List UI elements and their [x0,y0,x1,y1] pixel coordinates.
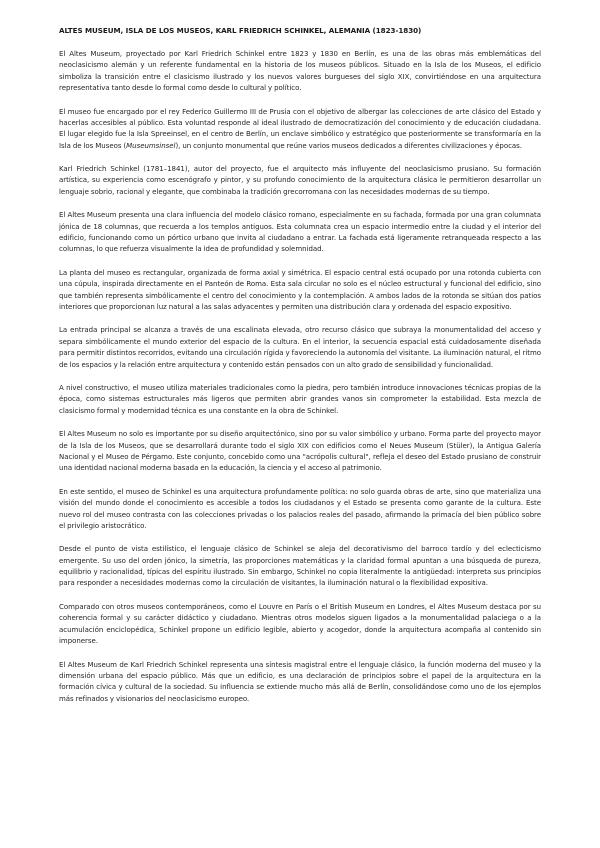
paragraph-text: El Altes Museum de Karl Friedrich Schinkel representa una síntesis magistral entre el lenguaje clásico, la función moderna del museo y la dimensión urbana del espacio público. Más que un edificio, es una declaración de principios sobre el papel de la arquitectura en la formación cívica y cultural de la sociedad. Su influencia se extiende mucho más allá de Berlín, consolidándose como uno de los ejemplos más refinados y visionarios del neoclasicismo europeo. [59,660,541,703]
paragraph-text: Desde el punto de vista estilístico, el lenguaje clásico de Schinkel se aleja del decorativismo del barroco tardío y del eclecticismo emergente. Su uso del orden jónico, la simetría, las proporciones matemáticas y la claridad formal apuntan a una búsqueda de pureza, equilibrio y racionalidad, típicas del espíritu ilustrado. Sin embargo, Schinkel no copia literalmente la antigüedad: interpreta sus principios para responder a necesidades modernas como la circulación de visitantes, la iluminación natural o la flexibilidad expositiva. [59,545,541,588]
paragraph-text: En este sentido, el museo de Schinkel es una arquitectura profundamente política: no solo guarda obras de arte, sino que materializa una visión del mundo donde el conocimiento es accesible a todos los ciudadanos y el Estado se presenta como garante de la cultura. Este nuevo rol del museo contrasta con las colecciones privadas o los palacios reales del pasado, afirmando la primacía del bien público sobre el privilegio aristocrático. [59,487,541,530]
paragraph [59,164,541,198]
paragraph-text: A nivel constructivo, el museo utiliza materiales tradicionales como la piedra, pero también introduce innovaciones técnicas propias de la época, como sistemas estructurales más ligeros que permiten abrir grandes vanos sin comprometer la estabilidad. Esta mezcla de clasicismo formal y modernidad técnica es una constante en la obra de Schinkel. [59,384,541,415]
paragraph [59,268,541,313]
paragraph-text: La planta del museo es rectangular, organizada de forma axial y simétrica. El espacio central está ocupado por una rotonda cubierta con una cúpula, inspirada directamente en el Panteón de Roma. Esta sala circular no solo es el núcleo estructural y funcional del edificio, sino que también representa simbólicamente el centro del conocimiento y la contemplación. A ambos lados de la rotonda se sitúan dos patios interiores que proporcionan luz natural a las salas adyacentes y permiten una distribución clara y ordenada del espacio expositivo. [59,268,541,311]
paragraph-text: El Altes Museum presenta una clara influencia del modelo clásico romano, especialmente en su fachada, formada por una gran columnata jónica de 18 columnas, que recuerda a los templos antiguos. Esta columnata crea un espacio intermedio entre la ciudad y el interior del edificio, funcionando como un pórtico urbano que invita al ciudadano a entrar. La fachada está ligeramente retranqueada respecto a las columnas, lo que refuerza visualmente la idea de profundidad y solemnidad. [59,211,541,254]
paragraph [59,660,541,705]
paragraph [59,602,541,647]
paragraph [59,107,541,152]
italic-text: Museumsinsel [126,141,176,150]
paragraph-list [59,49,541,705]
paragraph [59,429,541,474]
paragraph [59,487,541,532]
document-body [59,25,541,717]
paragraph-text: El museo fue encargado por el rey Federico Guillermo III de Prusia con el objetivo de albergar las colecciones de arte clásico del Estado y hacerlas accesibles al público. Esta voluntad responde al ideal ilustrado de democratización del conocimiento y de educación ciudadana. El lugar elegido fue la Isla Spreeinsel, en el centro de Berlín, un enclave simbólico y estratégico que posteriormente se transformaría en la Isla de los Museos ( [59,107,541,150]
paragraph [59,544,541,589]
paragraph [59,49,541,94]
paragraph [59,325,541,370]
paragraph-text: ), un conjunto monumental que reúne varios museos dedicados a diferentes civilizaciones y épocas. [175,141,522,150]
paragraph-text: La entrada principal se alcanza a través de una escalinata elevada, otro recurso clásico que subraya la monumentalidad del acceso y separa simbólicamente el mundo exterior del espacio de la cultura. En el interior, la secuencia espacial está cuidadosamente diseñada para permitir distintos recorridos, evitando una circulación rígida y favoreciendo la autonomía del visitante. La iluminación natural, el ritmo de los espacios y la relación entre arquitectura y contenido están pensados con un alto grado de sensibilidad y funcionalidad. [59,326,541,369]
paragraph [59,383,541,417]
paragraph-text: Karl Friedrich Schinkel (1781–1841), autor del proyecto, fue el arquitecto más influyente del neoclasicismo prusiano. Su formación artística, su experiencia como escenógrafo y pintor, y su profundo conocimiento de la arquitectura clásica le permitieron desarrollar un lenguaje sobrio, racional y elegante, que combinaba la tradición grecorromana con las necesidades modernas de su tiempo. [59,165,541,196]
paragraph-text: El Altes Museum, proyectado por Karl Friedrich Schinkel entre 1823 y 1830 en Berlín, es una de las obras más emblemáticas del neoclasicismo alemán y un referente fundamental en la historia de los museos públicos. Situado en la Isla de los Museos, el edificio simboliza la transición entre el clasicismo ilustrado y los nuevos valores burgueses del siglo XIX, convirtiéndose en una arquitectura representativa tanto desde lo formal como desde lo cultural y político. [59,50,541,93]
paragraph-text: Comparado con otros museos contemporáneos, como el Louvre en París o el British Museum en Londres, el Altes Museum destaca por su coherencia formal y su carácter didáctico y ciudadano. Mientras otros modelos siguen ligados a la monumentalidad palaciega o a la acumulación enciclopédica, Schinkel propone un edificio legible, abierto y acogedor, donde la arquitectura acompaña al contenido sin imponerse. [59,602,541,645]
paragraph [59,210,541,255]
paragraph-text: El Altes Museum no solo es importante por su diseño arquitectónico, sino por su valor simbólico y urbano. Forma parte del proyecto mayor de la Isla de los Museos, que se desarrollará durante todo el siglo XIX con edificios como el Neues Museum (Stüler), la Antigua Galería Nacional y el Museo de Pérgamo. Este conjunto, concebido como una "acrópolis cultural", refleja el deseo del Estado prusiano de construir una identidad nacional moderna basada en la educación, la ciencia y el acceso al patrimonio. [59,430,541,473]
document-title: ALTES MUSEUM, ISLA DE LOS MUSEOS, KARL FRIEDRICH SCHINKEL, ALEMANIA (1823-1830) [59,26,422,35]
